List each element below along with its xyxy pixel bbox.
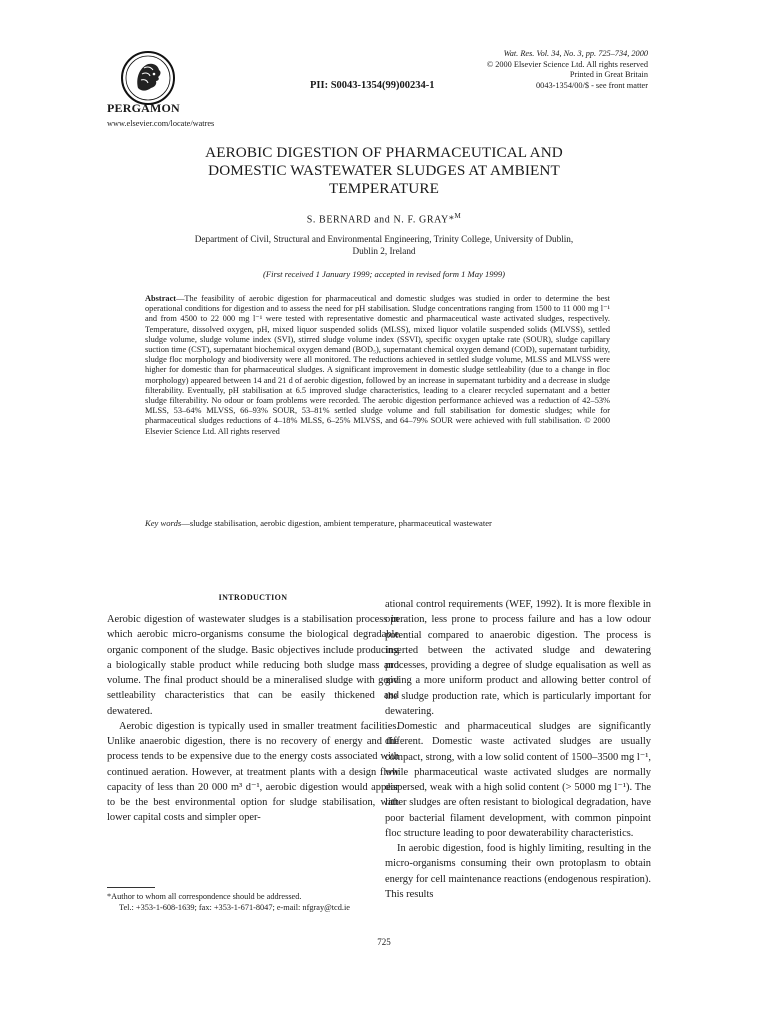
title-line: AEROBIC DIGESTION OF PHARMACEUTICAL AND xyxy=(205,144,563,161)
publisher-name: PERGAMON xyxy=(107,101,180,115)
keywords-label: Key words xyxy=(145,518,182,528)
footnote-contact: Tel.: +353-1-608-1639; fax: +353-1-671-8047; e-mail: nfgray@tcd.ie xyxy=(119,903,350,912)
body-paragraph: Aerobic digestion of wastewater sludges is a stabilisation process in which aerobic micro-organisms consume the biological degradable organic component of the sludge. Basic objectives include producing a biologically stable product while reducing both sludge mass and volume. The final product should be a mineralised sludge with good settleability characteristics that can be easily thickened and dewatered. xyxy=(107,614,399,717)
footnote-divider xyxy=(107,887,155,888)
author-names: S. BERNARD and N. F. GRAY* xyxy=(306,214,455,226)
received-dates: (First received 1 January 1999; accepted in revised form 1 May 1999) xyxy=(262,269,506,279)
abstract-label: Abstract xyxy=(145,294,177,303)
body-column-left xyxy=(107,612,399,826)
journal-line: © 2000 Elsevier Science Ltd. All rights reserved xyxy=(486,59,648,69)
page-number: 725 xyxy=(377,937,391,947)
affiliation-line: Dublin 2, Ireland xyxy=(352,246,416,256)
author-list xyxy=(107,212,661,225)
body-paragraph: Domestic and pharmaceutical sludges are significantly different. Domestic waste activated sludges are usually compact, strong, with a low solid content of 1500–3500 mg l⁻¹, while pharmaceutical waste activated sludges are normally dispersed, weak with a high solid content (> 5000 mg l⁻¹). The latter sludges are often resistant to biological degradation, have poor bacterial filament development, with common pinpoint floc structure leading to poor dewaterability characteristics. xyxy=(385,721,651,839)
footnote xyxy=(107,891,371,913)
body-column-right xyxy=(385,597,651,902)
affiliation xyxy=(107,233,661,257)
author-mark: M xyxy=(454,212,462,220)
journal-citation xyxy=(487,49,648,91)
keywords xyxy=(145,518,625,528)
article-title xyxy=(107,144,661,198)
body-paragraph: In aerobic digestion, food is highly limiting, resulting in the micro-organisms consuming their own protoplasm to obtain energy for cell maintenance reactions (endogenous respiration). This results xyxy=(385,843,651,900)
section-heading-introduction: INTRODUCTION xyxy=(218,593,288,602)
footnote-line: *Author to whom all correspondence should be addressed. xyxy=(107,892,302,901)
journal-line: 0043-1354/00/$ - see front matter xyxy=(536,80,648,90)
abstract xyxy=(145,294,610,437)
journal-line: Printed in Great Britain xyxy=(569,70,648,79)
abstract-text: —The feasibility of aerobic digestion for pharmaceutical and domestic sludges was studied in order to determine the best operational conditions for digestion and to assess the need for pH stabilisation. Sludge concentrations ranging from 1500 to 11 000 mg l⁻¹ and from 4500 to 22 000 mg l⁻¹ were tested with representative domestic and pharmaceutical waste activated sludges, respectively. Temperature, dissolved oxygen, pH, mixed liquor suspended solids (MLSS), mixed liquor volatile suspended solids (MLVSS), settled sludge volume, sludge volume index (SVI), stirred sludge volume index (SSVI), specific oxygen uptake rate (SOUR), sludge capillary suction time (CST), supernatant biochemical oxygen demand (BOD₅), supernatant chemical oxygen demand (COD), supernatant turbidity, sludge floc morphology and biodiversity were all monitored. The reductions achieved in settled sludge volume, MLSS and MLVSS were higher for domestic than for pharmaceutical sludges. A significant improvement in domestic sludge settleability (due to a change in floc morphology) appeared between 14 and 21 d of aerobic digestion, followed by an increase in supernatant turbidity and a decrease in sludge filterability. Eventually, pH stabilisation at 6.5 improved sludge characteristics, leading to a clearer recycled supernatant and a better sludge filterability. No odour or foam problems were recorded. The aerobic digestion performance achieved was a reduction of 42–53% MLSS, 53–64% MLVSS, 66–93% SOUR, 53–81% settled sludge volume and full stabilisation for domestic sludges; while for pharmaceutical sludges reductions of 4–18% MLSS, 6–25% MLVSS, and 64–79% SOUR were achieved with full stabilisation. © 2000 Elsevier Science Ltd. All rights reserved xyxy=(145,294,610,436)
pii-code: PII: S0043-1354(99)00234-1 xyxy=(310,80,435,91)
keywords-text: —sludge stabilisation, aerobic digestion, ambient temperature, pharmaceutical wastewater xyxy=(181,518,492,528)
publisher-logo-icon xyxy=(120,50,176,106)
journal-line: Wat. Res. Vol. 34, No. 3, pp. 725–734, 2000 xyxy=(503,49,648,58)
title-line: DOMESTIC WASTEWATER SLUDGES AT AMBIENT xyxy=(208,162,560,179)
body-paragraph: ational control requirements (WEF, 1992). It is more flexible in operation, less prone to process failure and has a low odour potential compared to anaerobic digestion. The process is inserted between the activated sludge and dewatering processes, providing a degree of sludge equalisation as well as giving a more uniform product and allowing better control of the sludge production rate, which is particularly important for dewatering. xyxy=(385,599,651,717)
body-paragraph: Aerobic digestion is typically used in smaller treatment facilities. Unlike anaerobic digestion, there is no recovery of energy and the process tends to be expensive due to the energy costs associated with continued aeration. However, at treatment plants with a design flow capacity of less than 20 000 m³ d⁻¹, aerobic digestion would appear to be the best environmental option for sludge stabilisation, with lower capital costs and simpler oper- xyxy=(107,720,399,824)
title-line: TEMPERATURE xyxy=(329,180,439,197)
journal-website-link[interactable]: www.elsevier.com/locate/watres xyxy=(107,119,215,128)
affiliation-line: Department of Civil, Structural and Environmental Engineering, Trinity College, University of Dublin, xyxy=(194,234,574,244)
